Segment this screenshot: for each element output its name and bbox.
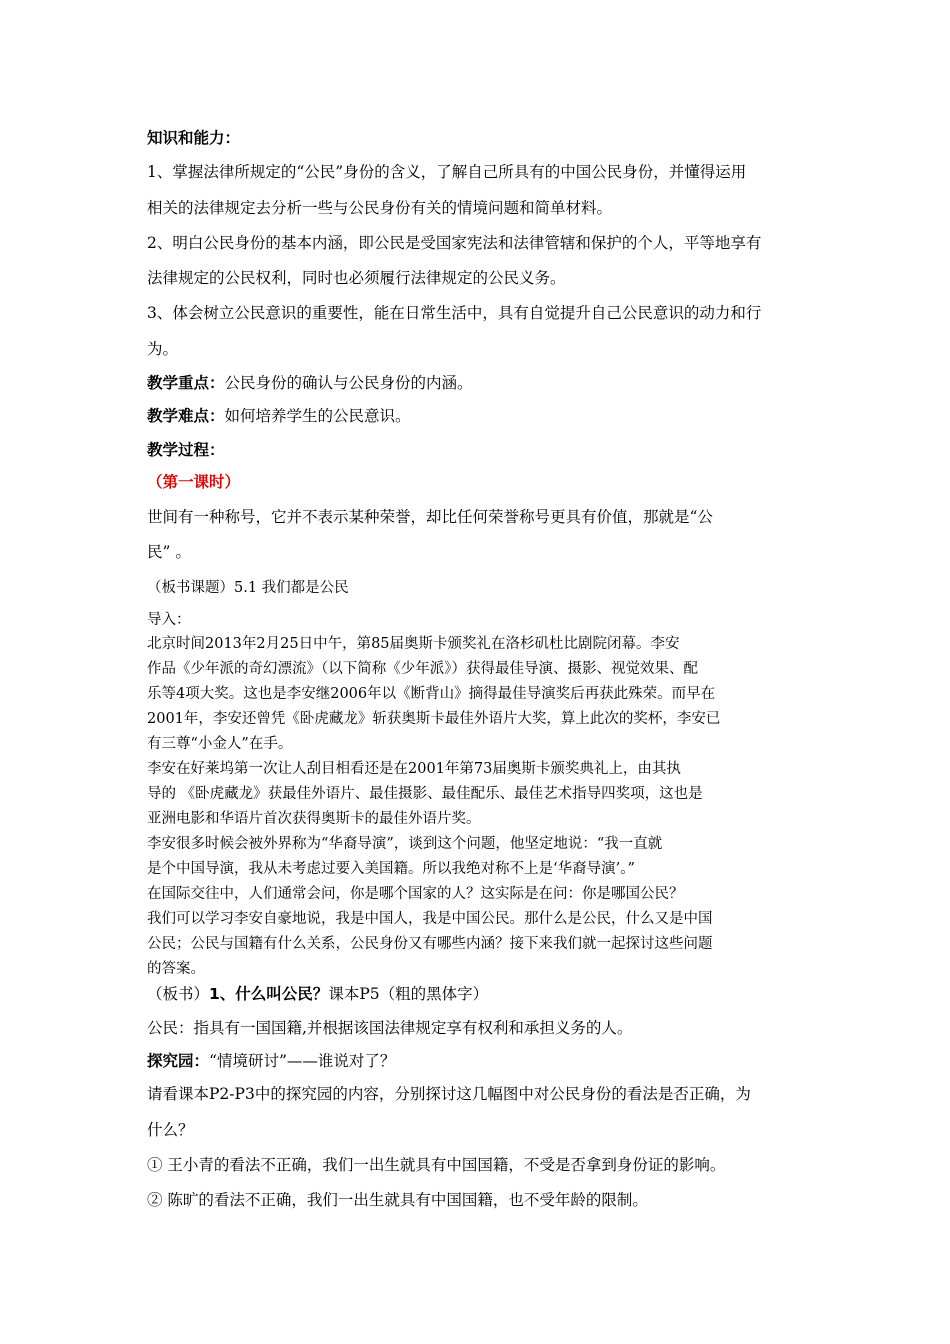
- objective-line: 2、明白公民身份的基本内涵，即公民是受国家宪法和法律管辖和保护的个人，平等地享有: [147, 234, 762, 252]
- answer-item: ① 王小青的看法不正确，我们一出生就具有中国国籍，不受是否拿到身份证的影响。: [147, 1156, 726, 1174]
- objective-line: 1、掌握法律所规定的“公民”身份的含义，了解自己所具有的中国公民身份，并懂得运用: [147, 163, 747, 181]
- story-line: 李安很多时候会被外界称为“华裔导演”，谈到这个问题，他坚定地说：“我一直就: [147, 836, 663, 852]
- story-line: 北京时间2013年2月25日中午，第85届奥斯卡颁奖礼在洛杉矶杜比剧院闭幕。李安: [147, 636, 680, 652]
- story-line: 导的 《卧虎藏龙》获最佳外语片、最佳摄影、最佳配乐、最佳艺术指导四奖项，这也是: [147, 786, 703, 802]
- story-line: 乐等4项大奖。这也是李安继2006年以《断背山》摘得最佳导演奖后再获此殊荣。而早在: [147, 686, 716, 702]
- story-line: 亚洲电影和华语片首次获得奥斯卡的最佳外语片奖。: [147, 811, 481, 827]
- lesson-marker: （第一课时）: [147, 473, 241, 491]
- intro-paragraph: 世间有一种称号，它并不表示某种荣誉，却比任何荣誉称号更具有价值，那就是“公: [147, 508, 713, 526]
- citizen-definition: 公民：指具有一国国籍,并根据该国法律规定享有权利和承担义务的人。: [147, 1019, 633, 1037]
- story-line: 的答案。: [147, 961, 205, 977]
- story-line: 我们可以学习李安自豪地说，我是中国人，我是中国公民。那什么是公民，什么又是中国: [147, 911, 713, 927]
- teaching-focus: 教学重点：公民身份的确认与公民身份的内涵。: [147, 374, 473, 392]
- tail-line: 什么？: [147, 1121, 194, 1139]
- objective-line: 3、体会树立公民意识的重要性，能在日常生活中，具有自觉提升自己公民意识的动力和行: [147, 304, 762, 322]
- story-line: 李安在好莱坞第一次让人刮目相看还是在2001年第73届奥斯卡颁奖典礼上，由其执: [147, 761, 681, 777]
- intro-paragraph: 民” 。: [147, 543, 191, 561]
- board-title: （板书课题）5.1 我们都是公民: [147, 580, 349, 596]
- explore-heading: 探究园：“情境研讨”——谁说对了？: [147, 1052, 396, 1070]
- story-line: 有三尊“小金人”在手。: [147, 736, 293, 752]
- tail-line: 请看课本P2-P3中的探究园的内容，分别探讨这几幅图中对公民身份的看法是否正确，为: [147, 1085, 751, 1103]
- story-line: 作品《少年派的奇幻漂流》（以下简称《少年派》）获得最佳导演、摄影、视觉效果、配: [147, 661, 698, 677]
- board-question: （板书）1、什么叫公民？课本P5（粗的黑体字）: [147, 985, 489, 1003]
- objective-line: 为。: [147, 340, 179, 358]
- story-line: 是个中国导演，我从未考虑过要入美国籍。所以我绝对称不上是‘华裔导演’。”: [147, 861, 635, 877]
- teaching-process-heading: 教学过程：: [147, 441, 225, 459]
- story-line: 2001年，李安还曾凭《卧虎藏龙》斩获奥斯卡最佳外语片大奖，算上此次的奖杯，李安已: [147, 711, 721, 727]
- lead-in-label: 导入：: [147, 612, 191, 628]
- story-line: 在国际交往中，人们通常会问，你是哪个国家的人？这实际是在问：你是哪国公民？: [147, 886, 684, 902]
- teaching-difficulty: 教学难点：如何培养学生的公民意识。: [147, 407, 411, 425]
- answer-item: ② 陈旷的看法不正确，我们一出生就具有中国国籍，也不受年龄的限制。: [147, 1191, 648, 1209]
- section-heading-knowledge: 知识和能力：: [147, 129, 241, 147]
- objective-line: 法律规定的公民权利，同时也必须履行法律规定的公民义务。: [147, 269, 566, 287]
- story-line: 公民；公民与国籍有什么关系，公民身份又有哪些内涵？接下来我们就一起探讨这些问题: [147, 936, 713, 952]
- objective-line: 相关的法律规定去分析一些与公民身份有关的情境问题和简单材料。: [147, 199, 613, 217]
